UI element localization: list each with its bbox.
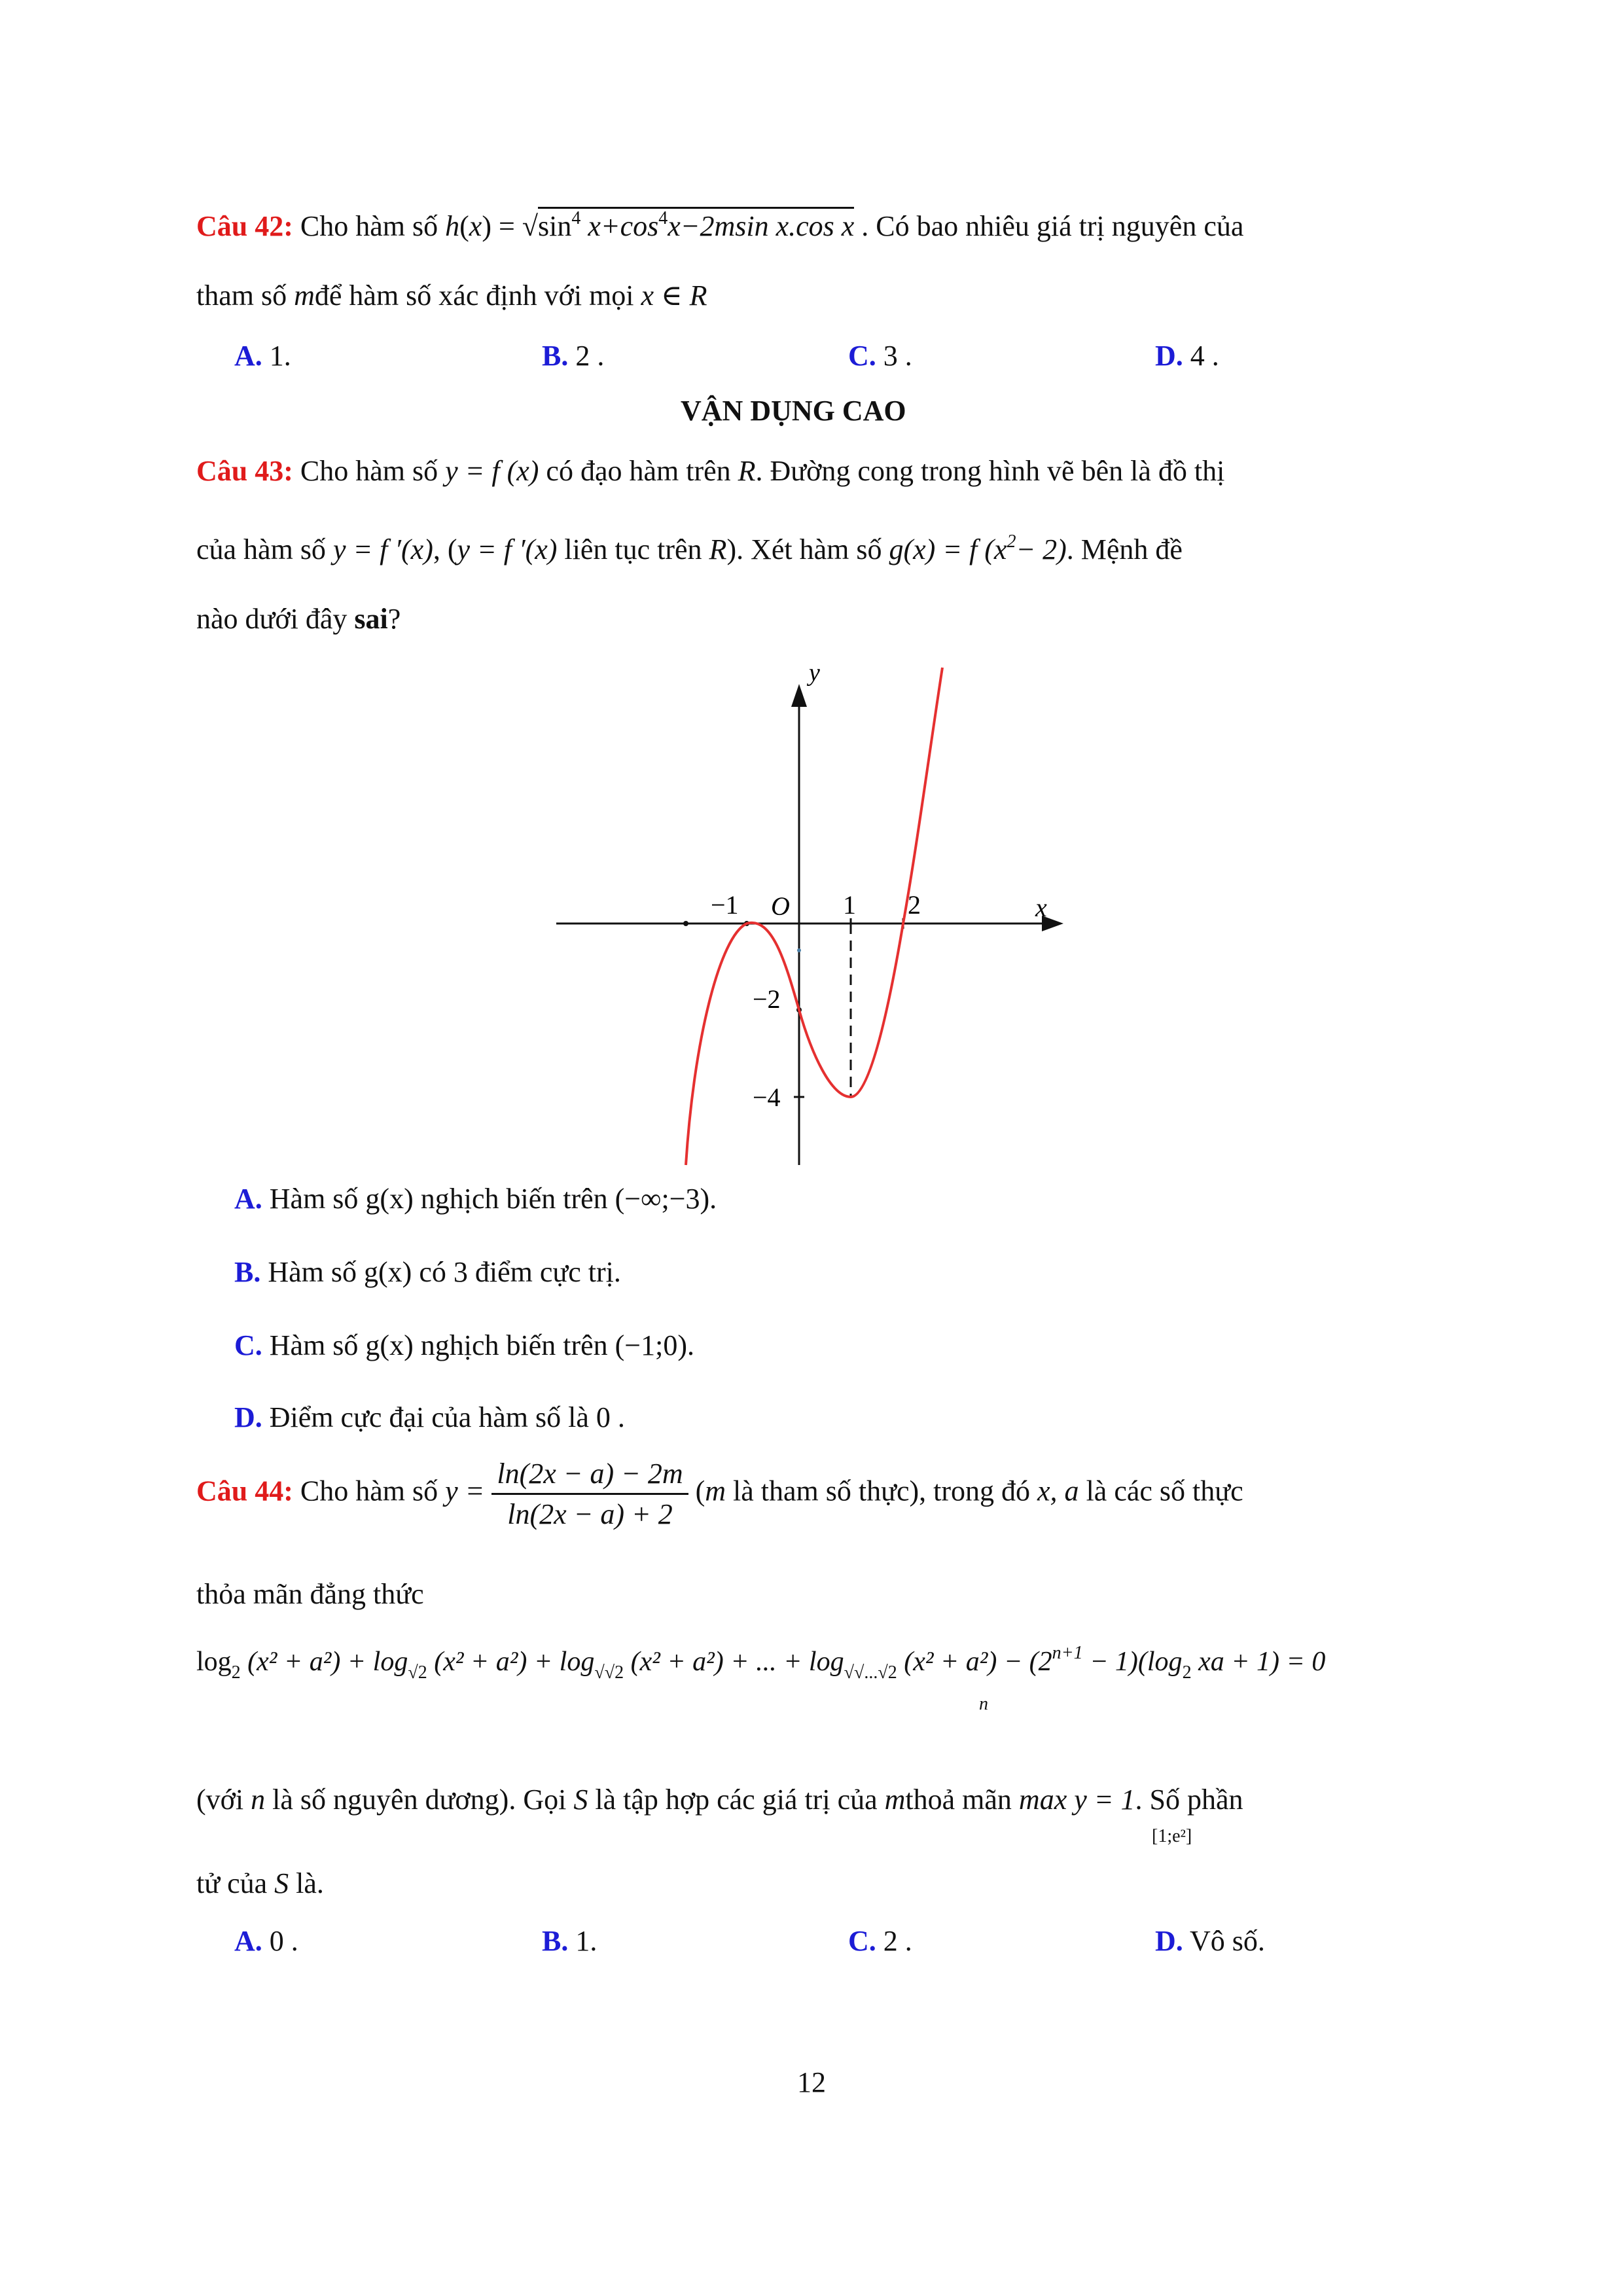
q42-xminus: x−2: [668, 210, 715, 242]
q42-option-d-letter: D.: [1155, 340, 1183, 372]
q43-line3: [196, 602, 401, 636]
q44-line5S: S: [274, 1867, 289, 1899]
q43-line3c: ?: [387, 603, 401, 635]
q44-line1: [196, 1457, 1243, 1531]
q42-option-c: [848, 339, 912, 372]
q42-x: x: [469, 210, 482, 242]
graph-tick-2-label: 2: [908, 890, 921, 920]
q44-yeq: y =: [445, 1475, 485, 1507]
q44-underbrace-n: n: [979, 1694, 988, 1714]
q44-line4S: S: [573, 1784, 588, 1816]
q43-line2g2: − 2): [1016, 533, 1067, 565]
q44-line5: [196, 1867, 324, 1900]
q44-line4d: thoả mãn: [905, 1784, 1012, 1816]
q44-eq-p6: − 1)(log: [1090, 1647, 1183, 1677]
q43-line2f2: y = f ′(x): [457, 533, 558, 565]
q42-pow1: 4: [571, 208, 581, 228]
q43-line1f: y = f (x): [445, 455, 539, 487]
q42-option-b-text: 2 .: [575, 340, 605, 372]
q42-h: h: [445, 210, 460, 242]
q44-t2b: là tham số thực), trong đó: [733, 1475, 1031, 1507]
q43-line1c: . Đường cong trong hình vẽ bên là đồ thị: [755, 455, 1225, 487]
q43-option-d-letter: D.: [234, 1401, 262, 1433]
q43-option-b-letter: B.: [234, 1256, 261, 1288]
q43-option-d: [234, 1401, 625, 1434]
q42-option-a-text: 1.: [269, 340, 291, 372]
q44-eq-p4: (x² + a²) + ... + log: [630, 1647, 844, 1677]
q44-t2c: là các số thực: [1086, 1475, 1243, 1507]
q42-sinx: sin x.cos x: [735, 210, 855, 242]
q43-option-a-letter: A.: [234, 1183, 262, 1215]
q43-line3b: sai: [354, 603, 388, 635]
q42-text2: . Có bao nhiêu giá trị nguyên của: [861, 210, 1244, 242]
q42-sin: sin: [537, 210, 572, 242]
q44-line4y: y = 1: [1074, 1784, 1135, 1816]
q43-line2f: y = f ′(x): [332, 533, 433, 565]
q43-line3a: nào dưới đây: [196, 603, 348, 635]
q44-denominator: ln(2x − a) + 2: [507, 1498, 673, 1530]
q43-line2g: g(x) = f (x: [889, 533, 1007, 565]
q44-line4b: là số nguyên dương). Gọi: [272, 1784, 567, 1816]
q42-line1: Câu 42: Cho hàm số $h(x) = √\sin^4$ $x+\cos^4x-2msin$ x.cos x . Có bao nhiêu giá trị nguyên của: [196, 208, 1244, 242]
q42-line2m: m: [294, 279, 315, 312]
q42-pow2: 4: [658, 208, 668, 228]
q44-option-a: [234, 1924, 298, 1958]
q44-option-d: [1155, 1924, 1265, 1958]
q44-line4m: m: [884, 1784, 906, 1816]
q44-equation: [196, 1643, 1325, 1683]
q42-option-b: [542, 339, 604, 372]
q44-line4a: (với: [196, 1784, 244, 1816]
q44-line4e: . Số phần: [1135, 1784, 1243, 1816]
q43-label: Câu 43:: [196, 455, 293, 487]
y-axis-arrow: [791, 684, 807, 707]
q43-option-c-text: Hàm số g(x) nghịch biến trên (−1;0).: [269, 1329, 694, 1361]
q44-eq-s6: 2: [1182, 1662, 1192, 1683]
q42-radicand: [538, 207, 854, 242]
point-left: [683, 921, 688, 926]
q44-eq-p7: xa + 1) = 0: [1198, 1647, 1326, 1677]
q44-option-a-letter: A.: [234, 1925, 262, 1957]
q43-line1a: Cho hàm số: [300, 455, 438, 487]
q42-option-a: [234, 339, 291, 372]
q44-line4n: n: [251, 1784, 266, 1816]
q44-t2m: m: [705, 1475, 726, 1507]
q43-line2a: của hàm số: [196, 533, 326, 565]
graph-tick-m2-label: −2: [753, 984, 781, 1014]
q42-text1: Cho hàm số: [300, 210, 438, 242]
q43-option-d-text: Điểm cực đại của hàm số là 0 .: [269, 1401, 625, 1433]
q42-option-d: [1155, 339, 1219, 372]
page-number: 12: [797, 2066, 826, 2098]
q44-numerator: ln(2x − a) − 2m: [491, 1457, 688, 1495]
q44-eq-p5: (x² + a²) − (2: [904, 1647, 1052, 1677]
graph-tick-m1-label: −1: [711, 890, 739, 920]
q44-option-d-text: Vô số.: [1190, 1925, 1265, 1957]
point-extra: [797, 948, 801, 952]
q43-line1: [196, 454, 1224, 488]
q44-line4: [196, 1783, 1243, 1816]
q44-label: Câu 44:: [196, 1475, 293, 1507]
q44-text1: Cho hàm số: [300, 1475, 438, 1507]
q42-cos: cos: [620, 210, 659, 242]
q42-xplus: x+: [588, 210, 620, 242]
q44-line2: thỏa mãn đẳng thức: [196, 1578, 424, 1610]
q43-option-b: [234, 1255, 621, 1289]
q42-line2a: tham số: [196, 279, 287, 312]
q44-eq-p1: log: [196, 1647, 232, 1677]
q44-option-a-text: 0 .: [269, 1925, 298, 1957]
q44-option-b: [542, 1924, 597, 1958]
q43-line2e: . Mệnh đề: [1066, 533, 1183, 565]
q44-option-b-letter: B.: [542, 1925, 569, 1957]
q44-eq-s4: √√...√2: [844, 1662, 897, 1683]
q42-option-c-text: 3 .: [883, 340, 912, 372]
graph-tick-1-label: 1: [843, 890, 856, 920]
q44-t2x: x, a: [1037, 1475, 1079, 1507]
q43-line2: [196, 531, 1183, 566]
q44-line5b: là.: [296, 1867, 324, 1899]
q42-line2c: x ∈ R: [641, 279, 707, 312]
q43-option-b-text: Hàm số g(x) có 3 điểm cực trị.: [268, 1256, 621, 1288]
q43-line2c: liên tục trên: [564, 533, 702, 565]
q43-line1b: có đạo hàm trên: [546, 455, 731, 487]
graph-tick-m4-label: −4: [753, 1083, 781, 1112]
q44-line4c: là tập hợp các giá trị của: [595, 1784, 878, 1816]
graph-y-label: y: [809, 659, 820, 687]
q44-eq-p3: (x² + a²) + log: [434, 1647, 595, 1677]
q42-sqrt-sign: √: [522, 210, 538, 242]
q42-eq: =: [498, 210, 515, 242]
q44-line5a: tử của: [196, 1867, 268, 1899]
graph-origin-label: O: [771, 891, 790, 921]
derivative-graph: [550, 655, 1073, 1178]
q44-option-c-text: 2 .: [883, 1925, 912, 1957]
q42-option-d-text: 4 .: [1190, 340, 1219, 372]
section-title: VẬN DỤNG CAO: [681, 395, 906, 427]
q42-line2: [196, 279, 707, 312]
q43-option-a: [234, 1182, 717, 1215]
q43-option-a-text: Hàm số g(x) nghịch biến trên (−∞;−3).: [269, 1183, 717, 1215]
q44-fraction: [491, 1457, 688, 1531]
q43-line2b: , (: [433, 533, 457, 565]
q43-option-c-letter: C.: [234, 1329, 262, 1361]
q44-option-b-text: 1.: [575, 1925, 597, 1957]
q42-option-c-letter: C.: [848, 340, 876, 372]
q44-eq-s1: 2: [231, 1662, 241, 1683]
q43-line2sq: 2: [1007, 531, 1016, 552]
q44-eq-s2: √2: [408, 1662, 427, 1683]
q44-line4max: max: [1018, 1784, 1067, 1816]
q42-m: m: [714, 210, 736, 242]
q42-line2b: để hàm số xác định với mọi: [314, 279, 634, 312]
q43-line1R: R: [738, 455, 756, 487]
q43-option-c: [234, 1329, 694, 1362]
q42-option-b-letter: B.: [542, 340, 569, 372]
q44-eq-s3: √√2: [594, 1662, 624, 1683]
q44-option-c: [848, 1924, 912, 1958]
q43-line2R: R: [709, 533, 727, 565]
q44-t2a: (: [695, 1475, 705, 1507]
q44-eq-p2: (x² + a²) + log: [247, 1647, 408, 1677]
q42-option-a-letter: A.: [234, 340, 262, 372]
q43-line2d: ). Xét hàm số: [726, 533, 882, 565]
q42-label: Câu 42:: [196, 210, 293, 242]
graph-x-label: x: [1035, 893, 1047, 922]
q44-option-c-letter: C.: [848, 1925, 876, 1957]
q44-max-range: [1;e²]: [1152, 1826, 1192, 1846]
q44-eq-s5: n+1: [1052, 1643, 1083, 1663]
q44-option-d-letter: D.: [1155, 1925, 1183, 1957]
